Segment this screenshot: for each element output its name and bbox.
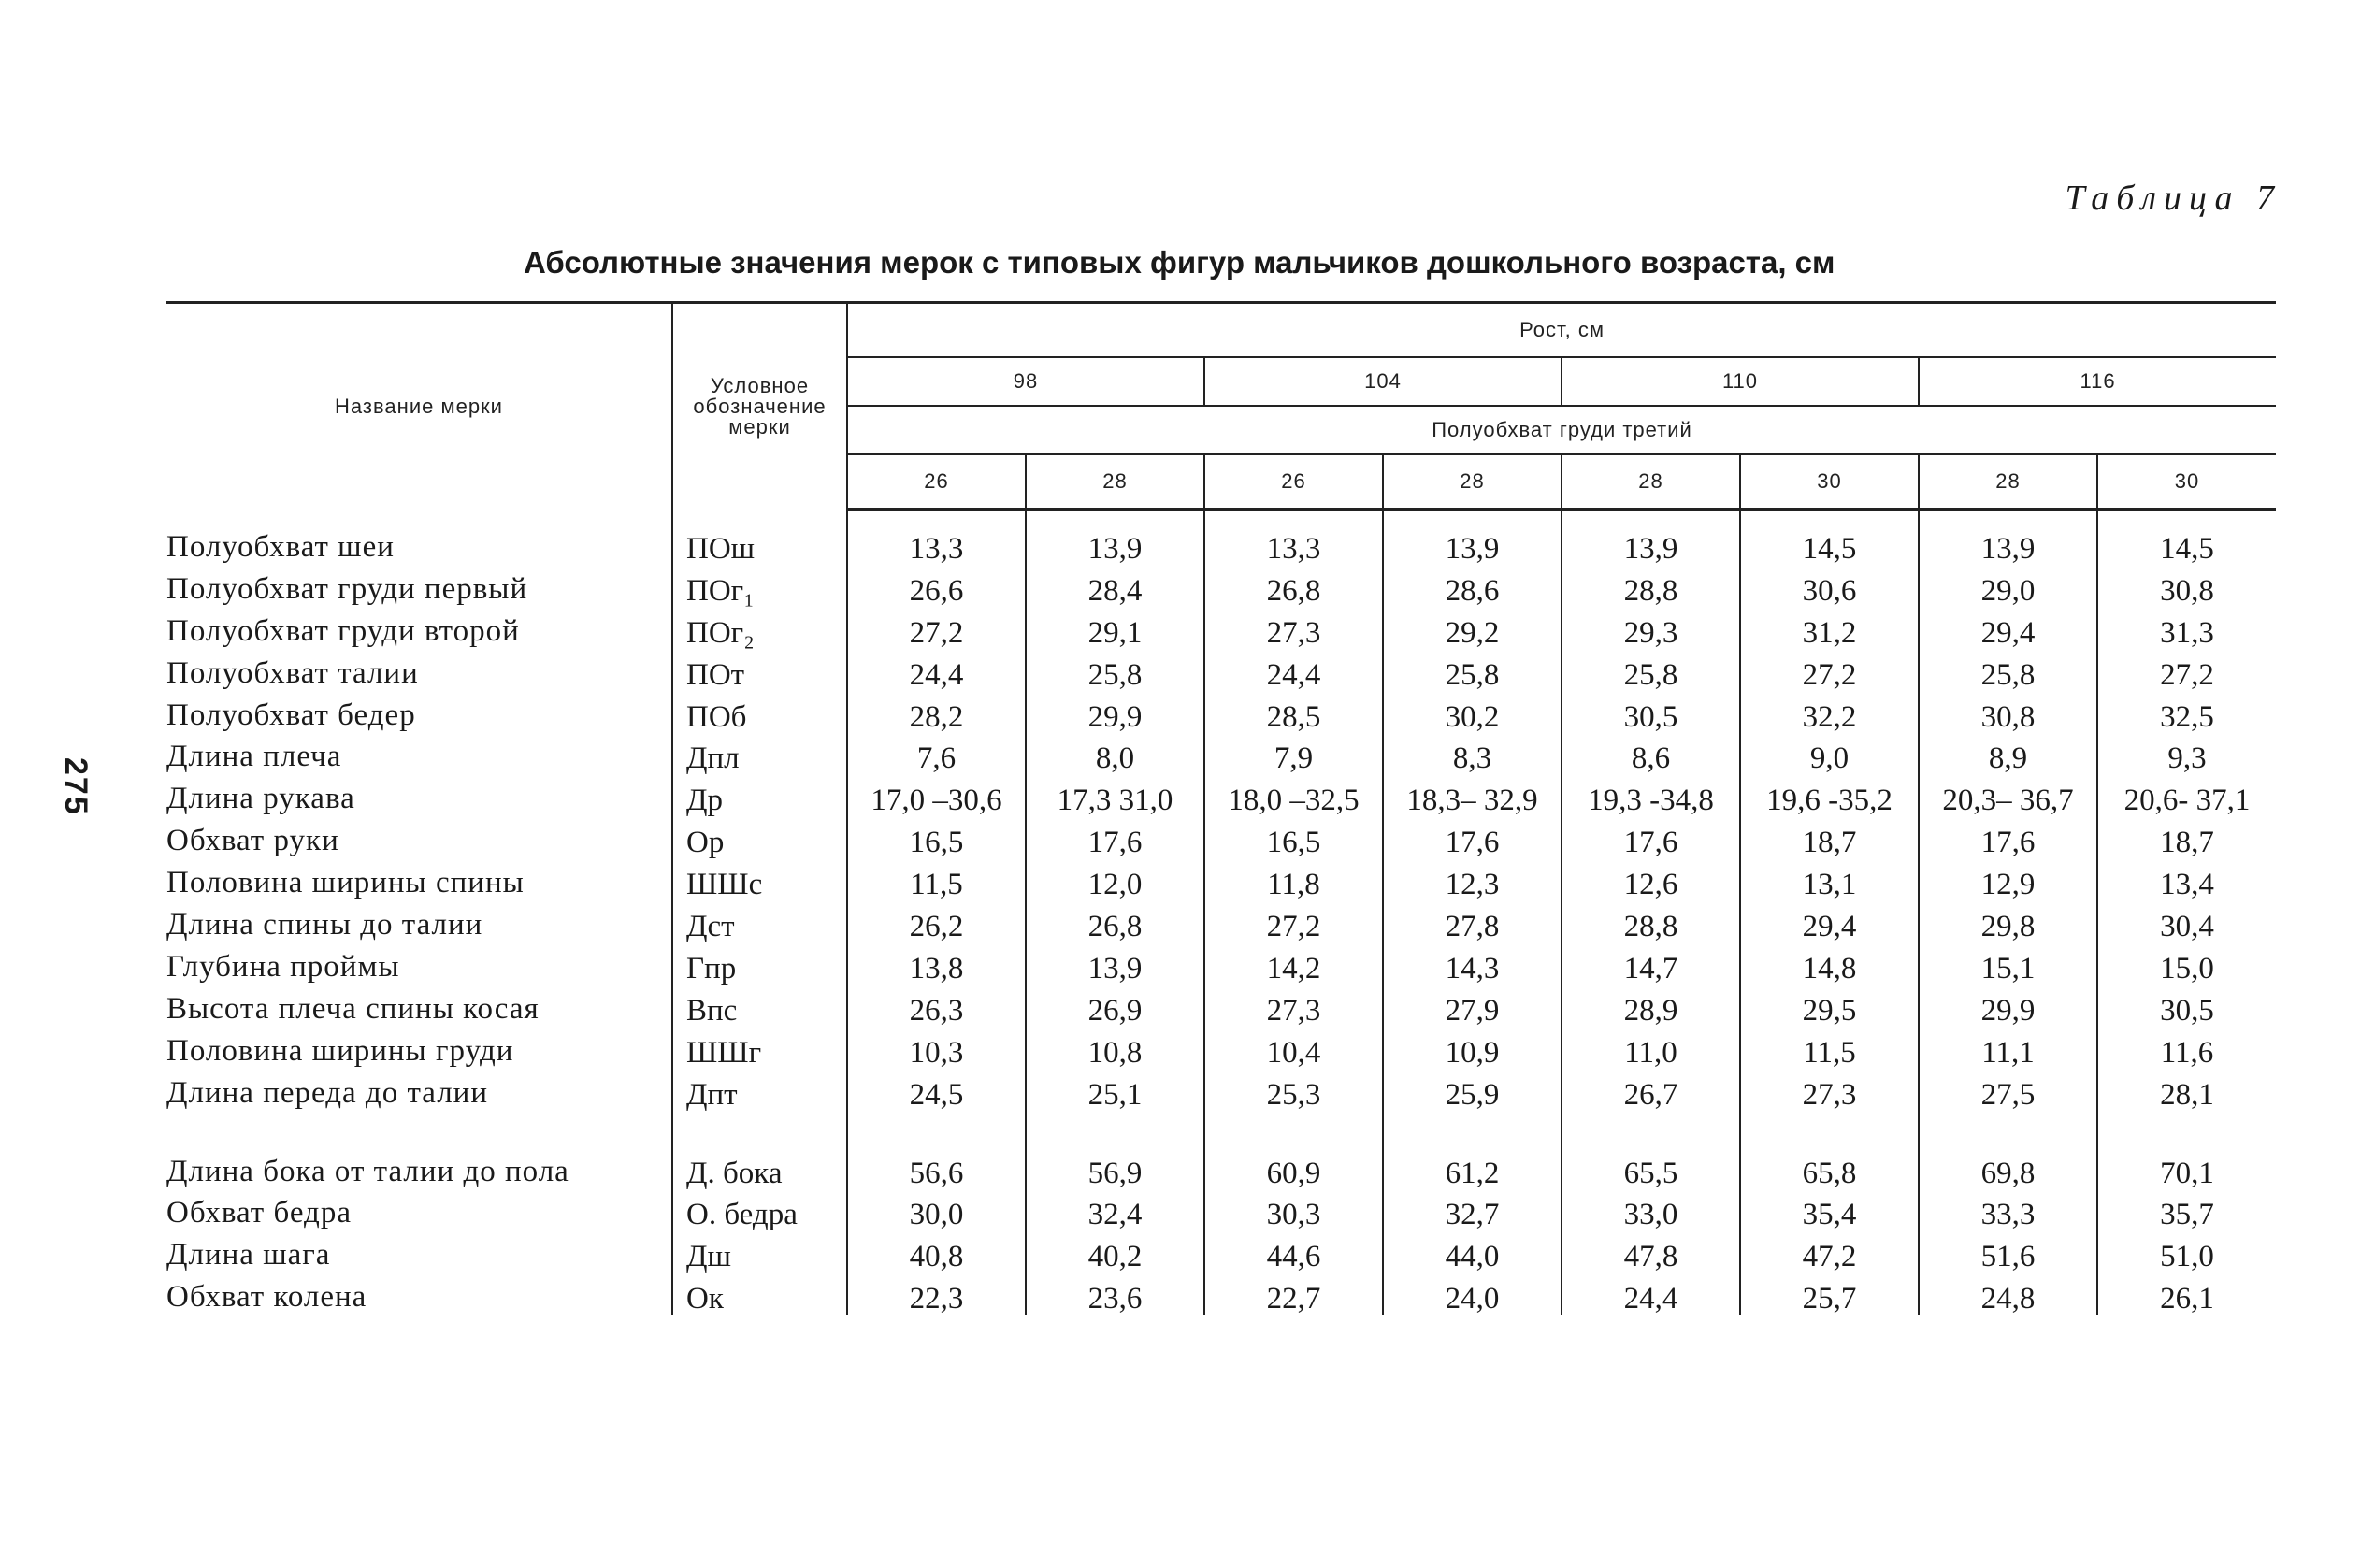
table-row	[166, 900, 2276, 942]
measure-value: 27,3	[1204, 607, 1383, 649]
measure-value: 27,2	[1740, 649, 1919, 691]
measure-name	[166, 691, 672, 733]
measure-value: 29,4	[1740, 900, 1919, 942]
measure-value: 16,5	[847, 816, 1026, 858]
measure-value: 17,0 –30,6	[847, 774, 1026, 816]
measure-value: 30,4	[2097, 900, 2276, 942]
measure-value: 26,8	[1204, 565, 1383, 607]
measure-value: 32,5	[2097, 691, 2276, 733]
measure-value: 18,7	[2097, 816, 2276, 858]
header-chest-value: 26	[847, 454, 1026, 510]
header-height-104: 104	[1204, 357, 1562, 406]
measure-name	[166, 900, 672, 942]
measure-value: 26,8	[1026, 900, 1204, 942]
measure-name	[166, 942, 672, 985]
measure-value: 19,3 -34,8	[1562, 774, 1740, 816]
measure-value: 13,8	[847, 942, 1026, 985]
measure-value: 25,1	[1026, 1069, 1204, 1111]
measure-name-text: Длина рукава	[166, 782, 355, 816]
measure-name	[166, 1273, 672, 1315]
measure-value: 20,3– 36,7	[1919, 774, 2097, 816]
measure-value: 8,0	[1026, 733, 1204, 775]
measure-value: 18,0 –32,5	[1204, 774, 1383, 816]
measure-value: 28,8	[1562, 900, 1740, 942]
measure-value: 11,6	[2097, 1027, 2276, 1069]
measure-value: 28,9	[1562, 985, 1740, 1027]
measure-value: 13,9	[1919, 510, 2097, 566]
measure-value: 33,3	[1919, 1189, 2097, 1231]
measure-name	[166, 985, 672, 1027]
measure-name-text: Длина бока от талии до пола	[166, 1154, 569, 1188]
measure-value: 44,0	[1383, 1230, 1562, 1273]
header-height-98: 98	[847, 357, 1204, 406]
measure-value: 10,9	[1383, 1027, 1562, 1069]
measure-value: 8,9	[1919, 733, 2097, 775]
measure-value: 25,3	[1204, 1069, 1383, 1111]
measure-value: 26,9	[1026, 985, 1204, 1027]
table-row	[166, 816, 2276, 858]
measure-value: 12,3	[1383, 858, 1562, 900]
measure-value: 26,2	[847, 900, 1026, 942]
measure-value: 11,5	[1740, 1027, 1919, 1069]
measure-value: 30,3	[1204, 1189, 1383, 1231]
table-row	[166, 1273, 2276, 1315]
measure-name	[166, 1027, 672, 1069]
measure-value: 26,3	[847, 985, 1026, 1027]
header-height-label: Рост, см	[847, 303, 2276, 358]
measure-value: 25,8	[1026, 649, 1204, 691]
measure-value: 13,4	[2097, 858, 2276, 900]
measure-value: 31,3	[2097, 607, 2276, 649]
table-row	[166, 649, 2276, 691]
table-row	[166, 985, 2276, 1027]
measure-value: 19,6 -35,2	[1740, 774, 1919, 816]
measure-value: 14,7	[1562, 942, 1740, 985]
table-header	[166, 303, 2276, 510]
table-title: Абсолютные значения мерок с типовых фигур мальчиков дошкольного возраста, см	[524, 245, 1835, 280]
measure-code: ПОг₁	[672, 565, 847, 607]
measure-name-text: Обхват руки	[166, 824, 339, 858]
measure-name	[166, 858, 672, 900]
measure-value: 31,2	[1740, 607, 1919, 649]
header-chest-value: 26	[1204, 454, 1383, 510]
table-body	[166, 510, 2276, 1316]
measure-name-text: Длина спины до талии	[166, 908, 483, 942]
measure-value: 7,9	[1204, 733, 1383, 775]
header-chest-value: 28	[1562, 454, 1740, 510]
table-row	[166, 858, 2276, 900]
measure-name	[166, 510, 672, 566]
measure-name-text: Полуобхват груди первый	[166, 571, 528, 606]
measure-name-text: Полуобхват талии	[166, 655, 419, 690]
measure-name-text: Длина плеча	[166, 740, 342, 774]
measure-value: 30,5	[1562, 691, 1740, 733]
measure-name-text: Длина шага	[166, 1238, 331, 1273]
measure-code: Дпл	[672, 733, 847, 775]
measure-code: О. бедра	[672, 1189, 847, 1231]
measure-value: 30,0	[847, 1189, 1026, 1231]
table-row	[166, 1027, 2276, 1069]
measure-name-text: Высота плеча спины косая	[166, 991, 540, 1026]
measure-value: 27,5	[1919, 1069, 2097, 1111]
measure-value: 13,3	[847, 510, 1026, 566]
measure-value: 12,6	[1562, 858, 1740, 900]
measurements-table	[166, 301, 2276, 1315]
measure-value: 17,3 31,0	[1026, 774, 1204, 816]
measure-value: 17,6	[1026, 816, 1204, 858]
measure-value: 9,3	[2097, 733, 2276, 775]
measure-value: 32,7	[1383, 1189, 1562, 1231]
measure-code: Ор	[672, 816, 847, 858]
measure-value: 25,9	[1383, 1069, 1562, 1111]
measure-code: Впс	[672, 985, 847, 1027]
header-height-110: 110	[1562, 357, 1919, 406]
header-code-column: Условное обозначение мерки	[672, 303, 847, 510]
measure-value: 32,4	[1026, 1189, 1204, 1231]
measure-value: 14,2	[1204, 942, 1383, 985]
measure-value: 11,8	[1204, 858, 1383, 900]
measure-name-text: Полуобхват бедер	[166, 698, 416, 732]
measure-value: 23,6	[1026, 1273, 1204, 1315]
table-row	[166, 733, 2276, 775]
measure-name-text: Глубина проймы	[166, 949, 400, 984]
header-height-116: 116	[1919, 357, 2276, 406]
measure-value: 15,0	[2097, 942, 2276, 985]
table-label: Таблица 7	[2065, 179, 2281, 218]
measure-value: 20,6- 37,1	[2097, 774, 2276, 816]
measure-code: ШШс	[672, 858, 847, 900]
measure-name	[166, 649, 672, 691]
measure-value: 15,1	[1919, 942, 2097, 985]
measure-value: 28,8	[1562, 565, 1740, 607]
measure-value: 30,8	[2097, 565, 2276, 607]
measure-code: ПОт	[672, 649, 847, 691]
measure-name	[166, 607, 672, 649]
measure-name	[166, 1189, 672, 1231]
measure-name	[166, 733, 672, 775]
measure-value: 24,4	[1204, 649, 1383, 691]
measure-value: 65,5	[1562, 1111, 1740, 1189]
measure-code: Др	[672, 774, 847, 816]
measure-code: ПОш	[672, 510, 847, 566]
measure-value: 8,6	[1562, 733, 1740, 775]
measure-value: 24,5	[847, 1069, 1026, 1111]
measure-value: 13,9	[1026, 942, 1204, 985]
measure-value: 29,9	[1026, 691, 1204, 733]
measure-value: 28,4	[1026, 565, 1204, 607]
measure-name	[166, 774, 672, 816]
measure-value: 30,2	[1383, 691, 1562, 733]
measure-value: 11,1	[1919, 1027, 2097, 1069]
measure-value: 56,9	[1026, 1111, 1204, 1189]
table-row	[166, 774, 2276, 816]
page-number: 275	[58, 757, 94, 816]
measure-code: ПОб	[672, 691, 847, 733]
measure-value: 26,6	[847, 565, 1026, 607]
table-row	[166, 1111, 2276, 1189]
measure-name-text: Обхват колена	[166, 1280, 367, 1315]
header-chest-value: 30	[2097, 454, 2276, 510]
measure-value: 27,8	[1383, 900, 1562, 942]
measure-value: 17,6	[1562, 816, 1740, 858]
measure-value: 8,3	[1383, 733, 1562, 775]
header-chest-value: 28	[1919, 454, 2097, 510]
measure-value: 29,4	[1919, 607, 2097, 649]
measure-value: 25,8	[1383, 649, 1562, 691]
measure-value: 26,7	[1562, 1069, 1740, 1111]
measure-value: 61,2	[1383, 1111, 1562, 1189]
measure-value: 11,5	[847, 858, 1026, 900]
measure-code: Ок	[672, 1273, 847, 1315]
measure-value: 65,8	[1740, 1111, 1919, 1189]
measure-name-text: Полуобхват груди второй	[166, 613, 520, 648]
measure-value: 22,7	[1204, 1273, 1383, 1315]
measure-value: 24,8	[1919, 1273, 2097, 1315]
measure-value: 13,1	[1740, 858, 1919, 900]
measure-value: 30,5	[2097, 985, 2276, 1027]
measure-code: Дст	[672, 900, 847, 942]
measure-value: 28,2	[847, 691, 1026, 733]
measure-value: 13,9	[1562, 510, 1740, 566]
measure-value: 40,8	[847, 1230, 1026, 1273]
measure-name-text: Длина переда до талии	[166, 1075, 488, 1110]
measure-value: 7,6	[847, 733, 1026, 775]
measure-value: 29,0	[1919, 565, 2097, 607]
measure-value: 13,9	[1383, 510, 1562, 566]
measure-value: 29,9	[1919, 985, 2097, 1027]
measure-name-text: Половина ширины груди	[166, 1033, 514, 1068]
measure-value: 14,3	[1383, 942, 1562, 985]
measure-value: 35,7	[2097, 1189, 2276, 1231]
measure-value: 10,4	[1204, 1027, 1383, 1069]
measure-code: Гпр	[672, 942, 847, 985]
measure-value: 29,5	[1740, 985, 1919, 1027]
measure-value: 27,2	[2097, 649, 2276, 691]
measure-name	[166, 1069, 672, 1111]
measure-name	[166, 565, 672, 607]
measure-value: 12,9	[1919, 858, 2097, 900]
measure-value: 35,4	[1740, 1189, 1919, 1231]
measure-value: 25,8	[1562, 649, 1740, 691]
measure-value: 12,0	[1026, 858, 1204, 900]
measure-value: 9,0	[1740, 733, 1919, 775]
measure-value: 70,1	[2097, 1111, 2276, 1189]
table-row	[166, 1069, 2276, 1111]
measure-value: 33,0	[1562, 1189, 1740, 1231]
header-chest-value: 28	[1026, 454, 1204, 510]
measure-value: 27,2	[847, 607, 1026, 649]
measure-value: 16,5	[1204, 816, 1383, 858]
measure-value: 51,6	[1919, 1230, 2097, 1273]
table-row	[166, 691, 2276, 733]
measure-value: 30,6	[1740, 565, 1919, 607]
measure-value: 24,4	[847, 649, 1026, 691]
table-row	[166, 942, 2276, 985]
measure-name-text: Полуобхват шеи	[166, 530, 395, 564]
measure-value: 40,2	[1026, 1230, 1204, 1273]
measure-value: 32,2	[1740, 691, 1919, 733]
measure-value: 25,8	[1919, 649, 2097, 691]
measure-value: 25,7	[1740, 1273, 1919, 1315]
measure-name	[166, 1230, 672, 1273]
measure-code: ПОг₂	[672, 607, 847, 649]
measure-value: 17,6	[1383, 816, 1562, 858]
measure-value: 29,8	[1919, 900, 2097, 942]
measure-value: 10,8	[1026, 1027, 1204, 1069]
measure-value: 56,6	[847, 1111, 1026, 1189]
measure-value: 27,3	[1740, 1069, 1919, 1111]
measure-code: Дш	[672, 1230, 847, 1273]
measure-code: Дпт	[672, 1069, 847, 1111]
measure-name	[166, 1111, 672, 1189]
table-row	[166, 1189, 2276, 1231]
measure-value: 14,8	[1740, 942, 1919, 985]
measure-value: 22,3	[847, 1273, 1026, 1315]
measure-value: 24,4	[1562, 1273, 1740, 1315]
measure-value: 28,5	[1204, 691, 1383, 733]
header-name-column: Название мерки	[166, 303, 672, 510]
table-row	[166, 1230, 2276, 1273]
measure-value: 13,9	[1026, 510, 1204, 566]
table-row	[166, 607, 2276, 649]
measure-value: 28,6	[1383, 565, 1562, 607]
measure-value: 10,3	[847, 1027, 1026, 1069]
measure-code: ШШг	[672, 1027, 847, 1069]
measure-value: 17,6	[1919, 816, 2097, 858]
measure-value: 13,3	[1204, 510, 1383, 566]
measure-value: 11,0	[1562, 1027, 1740, 1069]
measure-value: 60,9	[1204, 1111, 1383, 1189]
measure-name-text: Половина ширины спины	[166, 866, 525, 900]
measure-value: 69,8	[1919, 1111, 2097, 1189]
measure-value: 29,1	[1026, 607, 1204, 649]
table-row	[166, 565, 2276, 607]
measure-value: 44,6	[1204, 1230, 1383, 1273]
measure-name	[166, 816, 672, 858]
measure-value: 28,1	[2097, 1069, 2276, 1111]
measure-value: 27,2	[1204, 900, 1383, 942]
measure-value: 29,3	[1562, 607, 1740, 649]
measure-value: 27,9	[1383, 985, 1562, 1027]
measure-value: 27,3	[1204, 985, 1383, 1027]
header-chest-label: Полуобхват груди третий	[847, 406, 2276, 454]
measure-value: 24,0	[1383, 1273, 1562, 1315]
measure-value: 47,2	[1740, 1230, 1919, 1273]
header-chest-value: 28	[1383, 454, 1562, 510]
measure-value: 51,0	[2097, 1230, 2276, 1273]
measure-value: 18,7	[1740, 816, 1919, 858]
table-row	[166, 510, 2276, 566]
header-chest-value: 30	[1740, 454, 1919, 510]
measure-value: 26,1	[2097, 1273, 2276, 1315]
measure-value: 30,8	[1919, 691, 2097, 733]
measure-value: 47,8	[1562, 1230, 1740, 1273]
measure-name-text: Обхват бедра	[166, 1196, 352, 1230]
measure-value: 14,5	[2097, 510, 2276, 566]
measure-value: 14,5	[1740, 510, 1919, 566]
measure-value: 29,2	[1383, 607, 1562, 649]
measure-value: 18,3– 32,9	[1383, 774, 1562, 816]
measure-code: Д. бока	[672, 1111, 847, 1189]
